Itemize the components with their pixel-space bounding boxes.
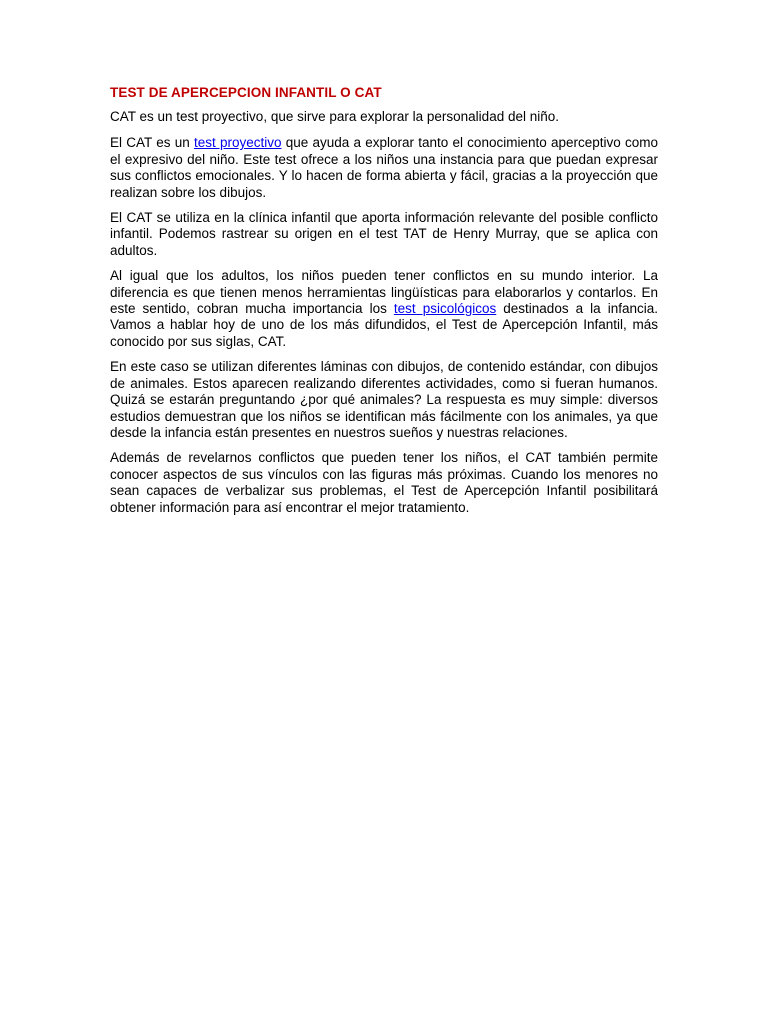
paragraph-text: En este caso se utilizan diferentes láminas con dibujos, de contenido estándar, con dibujos de animales. Estos aparecen realizando diferentes actividades, como si fueran humanos. Quizá se estarán preguntando ¿por qué animales? La respuesta es muy simple: diversos estudios demuestran que los niños se identifican más fácilmente con los animales, ya que desde la infancia están presentes en nuestros sueños y nuestras relaciones. [110, 359, 658, 440]
paragraph-text: Además de revelarnos conflictos que pueden tener los niños, el CAT también permite conocer aspectos de sus vínculos con las figuras más próximas. Cuando los menores no sean capaces de verbalizar sus problemas, el Test de Apercepción Infantil posibilitará obtener información para así encontrar el mejor tratamiento. [110, 450, 658, 515]
paragraph-conclusion [110, 450, 658, 516]
paragraph-text: El CAT se utiliza en la clínica infantil que aporta información relevante del posible conflicto infantil. Podemos rastrear su origen en el test TAT de Henry Murray, que se aplica con adultos. [110, 210, 658, 258]
paragraph-text: El CAT es un [110, 135, 194, 151]
link-test-proyectivo[interactable]: test proyectivo [193, 135, 282, 151]
paragraph-children-conflicts [110, 268, 658, 350]
paragraph-intro-text: CAT es un test proyectivo, que sirve para explorar la personalidad del niño. [110, 109, 560, 124]
paragraph-cat-description [110, 135, 658, 201]
paragraph-animal-plates [110, 359, 658, 441]
paragraph-text: Al igual que los adultos, los niños pueden tener conflictos en su mundo interior. La diferencia es que tienen menos herramientas lingüísticas para elaborarlos y contarlos. En este sentido, cobran mucha importancia los [110, 268, 658, 317]
paragraph-intro [110, 109, 658, 125]
paragraph-clinical-use [110, 210, 658, 259]
link-test-psicologicos[interactable]: test psicológicos [393, 301, 497, 317]
paragraph-text: que ayuda a explorar tanto el conocimiento aperceptivo como el expresivo del niño. Este test ofrece a los niños una instancia para que puedan expresar sus conflictos emocionales. Y lo hacen de forma abierta y fácil, gracias a la proyección que realizan sobre los dibujos. [110, 135, 658, 200]
document-title: TEST DE APERCEPCION INFANTIL O CAT [110, 85, 382, 100]
paragraph-text: destinados a la infancia. Vamos a hablar hoy de uno de los más difundidos, el Test de Apercepción Infantil, más conocido por sus siglas, CAT. [110, 301, 658, 349]
